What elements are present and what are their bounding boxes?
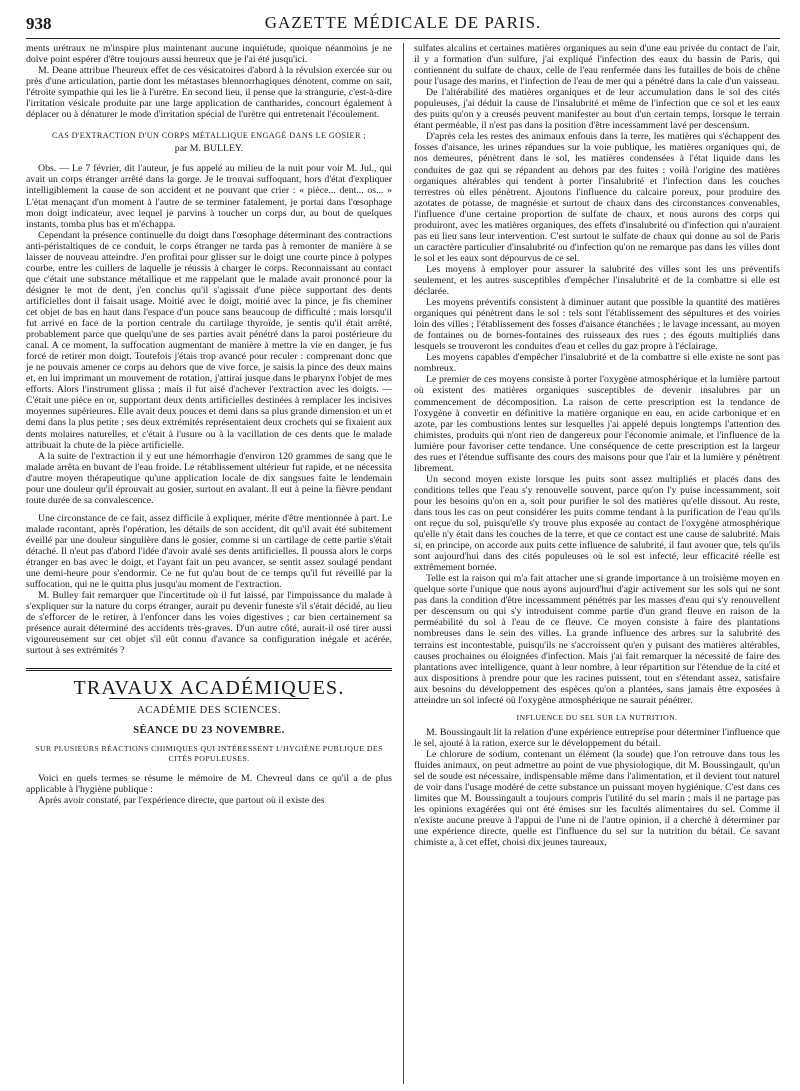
article-title: CAS D'EXTRACTION D'UN CORPS MÉTALLIQUE ENGAGÉ DANS LE GOSIER ; (52, 131, 366, 141)
subsection-title: ACADÉMIE DES SCIENCES. (137, 705, 281, 717)
paragraph: Une circonstance de ce fait, assez difficile à expliquer, mérite d'être mentionnée à part. Le malade racontant, après l'opération, les détails de son accident, dit qu'il avait été subitement éveillé par une douleur singulière dans le gosier, comme si un cartilage de cette partie s'était détaché. Il n'eut pas d'abord l'idée d'avoir avalé ses dents artificielles. Il poussa alors le corps étranger en bas avec le doigt, et l'ayant fait un peu avancer, se sentit assez soulagé pendant une demi-heure pour s'endormir. Ce ne fut qu'au bout de ce temps qu'il fut réveillé par la suffocation, qui ne le quitta plus jusqu'au moment de l'extraction. (26, 512, 392, 591)
session-title: SÉANCE DU 23 NOVEMBRE. (133, 724, 285, 736)
section-title: TRAVAUX ACADÉMIQUES. (26, 683, 392, 699)
paragraph: Après avoir constaté, par l'expérience directe, que partout où il existe des (38, 794, 325, 806)
newspaper-page (26, 10, 780, 1084)
columns (26, 43, 780, 1084)
page-number: 938 (26, 14, 52, 33)
paragraph: Les moyens à employer pour assurer la salubrité des villes sont les uns préventifs seulement, et les autres susceptibles d'empêcher l'insalubrité et de la combattre si elle est déclarée. (414, 263, 780, 298)
paragraph: Telle est la raison qui m'a fait attacher une si grande importance à un troisième moyen en quelque sorte l'unique que nous ayons aujourd'hui d'agir activement sur les sols qui ne sont pas dans la condition d'être incessamment pénétrés par les masses d'eau qui s'y renouvellent per descensum ou qui s'y introduisent comme partie d'un grand fleuve en raison de la perméabilité du sol à l'eau de ce fleuve. Ce moyen consiste à faire des plantations nombreuses dans le sein des villes. La grande influence des arbres sur la salubrité des terrains est incontestable, puisqu'ils ne s'accroissent qu'en y puisant des matières altérables, causes prochaines ou éloignées d'infection. Mais j'ai fait remarquer la nécessité de faire des plantations avec intelligence, quant à leur nombre, à leur répartition sur l'étendue de la cité et aux dispositions à prendre pour que les racines puissent, tout en s'étendant assez, satisfaire aux besoins du développement des espèces qu'on a plantées, sans jamais être exposées à atteindre un sol infecté où l'oxygène atmosphérique ne saurait pénétrer. (414, 573, 780, 706)
paragraph: De l'altérabilité des matières organiques et de leur accumulation dans le sol des cités populeuses, j'ai déduit la cause de l'insalubrité et même de l'infection que ce sol et les eaux des puits qu'on y a creusés peuvent manifester au bout d'un certain temps, lorsque le terrain étant perméable, il n'est pas dans la position d'être incessamment lavé per descensum. (414, 87, 780, 132)
paragraph: sulfates alcalins et certaines matières organiques au sein d'une eau privée du contact de l'air, il y a formation d'un sulfure, j'ai expliqué l'infection des eaux du bassin de Paris, qui contiennent du sulfate de chaux, celle de l'eau renfermée dans les futailles de bois de chêne pour l'usage des marins, et l'infection de l'eau de mer qui a pénétré dans la cale d'un vaisseau. (414, 43, 780, 88)
spacer (26, 506, 392, 513)
topic-title: SUR PLUSIEURS RÉACTIONS CHIMIQUES QUI INTÉRESSENT L'HYGIÈNE PUBLIQUE DES CITÉS POPULEUSES. (35, 743, 383, 763)
paragraph: Un second moyen existe lorsque les puits sont assez multipliés et placés dans des conditions telles que l'eau s'y renouvelle souvent, parce qu'on l'y puise incessamment, soit pour les besoins qu'on en a, soit pour purifier le sol des matières qu'elle dissout. Au reste, dans tous les cas on peut considérer les puits comme tendant à la purification de l'eau qu'ils ont reçue du sol, puisqu'elle s'y trouve plus exposée au contact de l'oxygène atmosphérique qu'elle n'y était dans les couches de la terre, et que ce contact est une cause de salubrité. Mais si, en principe, on accorde aux puits cette influence de salubrité, il faut avouer que, tels qu'ils sont aujourd'hui dans des cités populeuses où le sol est infecté, leur efficacité réelle est extrêmement bornée. (414, 473, 780, 574)
paragraph: Le premier de ces moyens consiste à porter l'oxygène atmosphérique et la lumière partout où existent des matières organiques susceptibles de devenir insalubres par un commencement de décomposition. La raison de cette prescription est la tendance de l'oxygène à convertir en définitive la matière organique en eau, en acide carbonique et en azote, par les combustions lentes sur lesquelles j'ai appelé depuis longtemps l'attention des chimistes, produits qui n'ont rien de dangereux pour l'économie animale, et l'influence de la lumière pour favoriser cette tendance. Une conséquence de cette prescription est la largeur des rues et l'étendue suffisante des cours des maisons pour que l'air et la lumière y pénètrent librement. (414, 374, 780, 474)
paragraph: Les moyens capables d'empêcher l'insalubrité et de la combattre si elle existe ne sont pas nombreux. (414, 352, 780, 375)
paragraph: Cependant la présence continuelle du doigt dans l'œsophage déterminant des contractions anti-péristaltiques de ce conduit, le corps étranger ne tarda pas à remonter de manière à se laisser de nouveau atteindre. J'en profitai pour glisser sur le doigt une courte pince à polypes courbe, entre les cuillers de laquelle je réussis à charger le corps. Reconnaissant au contact que c'était une substance métallique et me rappelant que le malade avait prononcé pour la désigner le mot de dent, j'en conclus qu'il s'agissait d'une pièce supportant des dents artificielles dont il faisait usage. Moitié avec le doigt, moitié avec la pince, je fis cheminer cet objet de bas en haut dans l'espace d'un pouce sans beaucoup de difficulté ; mais lorsqu'il fut arrivé en face de la portion centrale du cartilage thyroïde, je sentis qu'il était arrêté, probablement parce que quelqu'une de ses parties avait pénétré dans la paroi postérieure du canal. A ce moment, la suffocation augmentant de manière à mettre la vie en danger, je fus forcé de retirer mon doigt. Toutefois j'étais trop avancé pour reculer : comprenant donc que je ne pouvais amener ce corps au dehors que de vive force, je saisis la pince des deux mains et, en lui imprimant un mouvement de rotation, j'attirai jusque dans le pharynx l'objet de mes efforts. Alors l'instrument glissa ; mais il fut aisé d'achever l'extraction avec les doigts. — C'était une pièce en or, supportant deux dents artificielles destinées à remplacer les incisives moyennes supérieures. Elle avait deux pouces et demi dans sa plus grande dimension et un et demi dans la plus petite ; ses deux extrémités représentaient deux crochets qui se fixaient aux dents molaires naturelles, et c'était à l'usure ou à la vacillation de ces dents que le malade attribuait la chute de la pièce artificielle. (26, 229, 392, 451)
left-column (26, 43, 392, 1084)
paragraph: Voici en quels termes se résume le mémoire de M. Chevreul dans ce qu'il a de plus applicable à l'hygiène publique : (26, 772, 392, 795)
paragraph: Obs. — Le 7 février, dit l'auteur, je fus appelé au milieu de la nuit pour voir M. Jul., qui avait un corps étranger arrêté dans la gorge. Je le trouvai suffoquant, hors d'état d'expliquer intelligiblement la cause de son accident et ne pouvant que crier : « pièce... dent... os... » L'état menaçant d'un moment à l'autre de se terminer fatalement, je portai dans l'œsophage mon doigt indicateur, avec lequel je parvins à toucher un corps dur, au bout de quelques instants, tomba plus bas et m'échappa. (26, 163, 392, 230)
right-column (414, 43, 780, 1084)
paragraph: ments urétraux ne m'inspire plus maintenant aucune inquiétude, quoique néanmoins je ne doive point espérer d'être toujours aussi heureux que je l'ai été jusqu'ici. (26, 43, 392, 66)
column-rule (403, 43, 404, 1084)
paragraph: Les moyens préventifs consistent à diminuer autant que possible la quantité des matières organiques qui pénètrent dans le sol : tels sont l'établissement des sépultures et des voiries loin des villes ; l'établissement des fosses d'aisance étanchées ; le lavage incessant, au moyen de fontaines ou de bornes-fontaines des ruisseaux des rues ; des égouts multipliés dans lesquels se trouveront les conduites d'eau et celles du gaz propre à l'éclairage. (414, 297, 780, 353)
paragraph: M. Bulley fait remarquer que l'incertitude où il fut laissé, par l'impuissance du malade à s'expliquer sur la nature du corps étranger, aurait pu devenir funeste s'il s'était décidé, au lieu de s'efforcer de le retirer, à l'enfoncer dans les voies digestives ; car bien certainement sa présence aurait déterminé des accidents très-graves. D'un autre côté, aurait-il osé tirer aussi vigoureusement sur cet objet s'il eût connu d'avance sa configuration inégale et acérée, surtout à ses extrémités ? (26, 590, 392, 657)
paragraph: Le chlorure de sodium, contenant un élément (la soude) que l'on retrouve dans tous les fluides animaux, on peut admettre au point de vue physiologique, dit M. Boussingault, qu'un sel de soude est nécessaire, indispensable même dans l'alimentation, et il devient tout naturel de voir dans l'usage modéré de cette substance un puissant moyen hygiénique. C'est dans ces limites que M. Boussingault a toujours compris l'utilité du sel marin ; mais il ne partage pas les opinions exagérées qui ont été émises sur les facultés alimentaires du sel. Comme il n'existe aucune preuve à l'appui de l'une ni de l'autre opinion, il a cherché à déterminer par une expérience directe, quelle est l'influence du sel sur la nutrition du bétail. Ce savant chimiste a, à cet effet, choisi dix jeunes taureaux, (414, 748, 780, 849)
page-header (26, 10, 780, 39)
topic-title: INFLUENCE DU SEL SUR LA NUTRITION. (516, 712, 678, 722)
section-academic (26, 668, 392, 805)
paragraph: M. Boussingault lit la relation d'une expérience entreprise pour déterminer l'influence que le sel, ajouté à la ration, exerce sur le développement du bétail. (414, 726, 780, 749)
article-byline: par M. BULLEY. (174, 143, 244, 155)
paragraph: M. Deane attribue l'heureux effet de ces vésicatoires d'abord à la révulsion exercée sur ou près d'une articulation, partie dont les métastases blennorrhagiques dénotent, comme on sait, l'étroite sympathie qui les lie à l'urètre. En second lieu, il pense que la strangurie, c'est-à-dire l'irritation vésicale produite par une large application de cantharides, concourt également à déplacer ou à dénaturer le mode d'irritation spécial de l'urètre qui entretenait l'écoulement. (26, 65, 392, 121)
paragraph: D'après cela les restes des animaux enfouis dans la terre, les matières qui s'échappent des fosses d'aisance, les urines répandues sur la voie publique, les matières organiques qui, de nos demeures, pénètrent dans le sol, les matières condensées à l'état liquide dans les conduites de gaz qui se répandent au dehors par des fuites : voilà l'origine des matières organiques altérables qui tendent à porter l'insalubrité et l'infection dans les couches terrestres où elles pénètrent. Ajoutons l'influence du calcaire poreux, pour produire des azotates de potasse, de magnésie et surtout de chaux dans des circonstances convenables, l'influence d'une certaine proportion de sulfate de chaux, et nous aurons des corps qui produiront, avec les matières organiques, des effets d'insalubrité ou d'infection qui n'auraient pas eu lieu sans leur intervention. C'est surtout le sulfate de chaux qui donne au sol de Paris un caractère particulier d'insalubrité ou d'infection qu'on ne remarque pas dans les villes dont le sol et les eaux sont dépourvus de ce sel. (414, 131, 780, 264)
paragraph: A la suite de l'extraction il y eut une hémorrhagie d'environ 120 grammes de sang que le malade arrêta en buvant de l'eau froide. Le rétablissement ultérieur fut rapide, et ne nécessita d'autre moyen thérapeutique qu'une application locale de dix sangsues faite le lendemain pour une douleur qu'il éprouvait au gosier, surtout en avalant. Il eut à peine la fièvre pendant toute durée de sa convalescence. (26, 450, 392, 506)
running-title: GAZETTE MÉDICALE DE PARIS. (264, 13, 542, 32)
